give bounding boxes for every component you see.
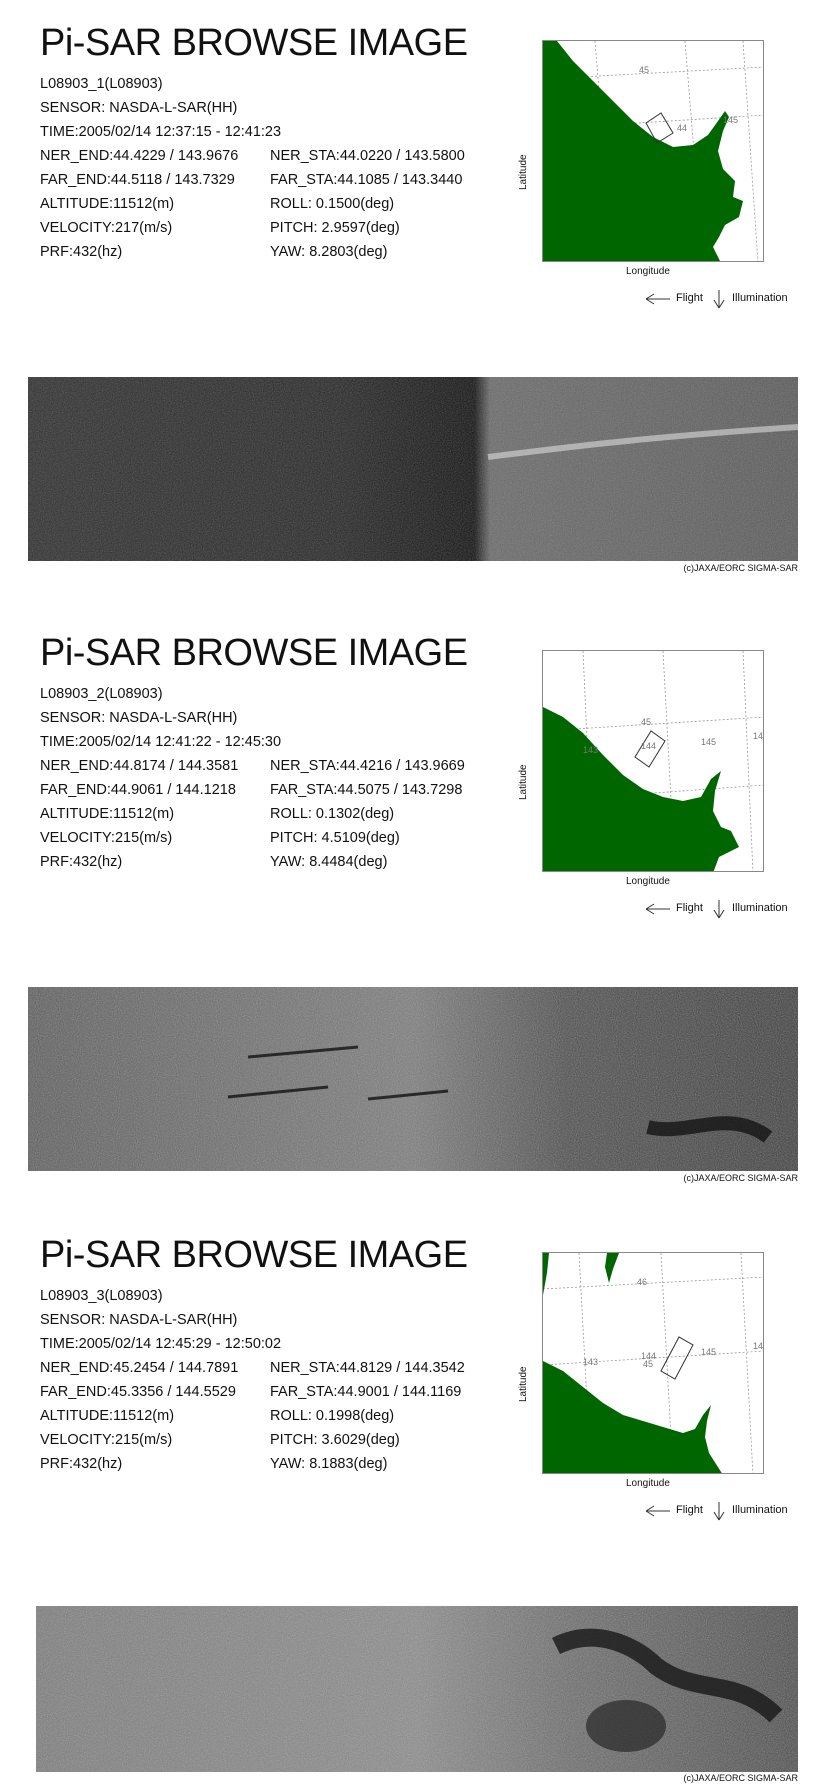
map-frame	[542, 40, 764, 262]
flight-arrow-icon	[644, 903, 672, 915]
altitude: ALTITUDE:11512(m)	[40, 196, 175, 212]
roll: ROLL: 0.1998(deg)	[270, 1408, 395, 1424]
far-end: FAR_END:44.9061 / 144.1218	[40, 782, 236, 798]
flight-legend	[644, 289, 798, 309]
velocity: VELOCITY:215(m/s)	[40, 830, 173, 846]
flight-legend	[644, 1501, 798, 1521]
browse-section-2	[0, 632, 822, 1192]
prf: PRF:432(hz)	[40, 854, 123, 870]
browse-section-1	[0, 22, 822, 582]
yaw: YAW: 8.1883(deg)	[270, 1456, 388, 1472]
illumination-label: Illumination	[732, 902, 788, 914]
altitude: ALTITUDE:11512(m)	[40, 806, 175, 822]
ner-end: NER_END:44.8174 / 144.3581	[40, 758, 239, 774]
ner-sta: NER_STA:44.4216 / 143.9669	[270, 758, 465, 774]
pitch: PITCH: 2.9597(deg)	[270, 220, 400, 236]
velocity: VELOCITY:215(m/s)	[40, 1432, 173, 1448]
flight-label: Flight	[676, 292, 703, 304]
land-mass	[543, 707, 739, 872]
far-end: FAR_END:44.5118 / 143.7329	[40, 172, 235, 188]
latitude-axis-label: Latitude	[518, 1366, 529, 1402]
latitude-axis-label: Latitude	[518, 154, 529, 190]
time-range: TIME:2005/02/14 12:41:22 - 12:45:30	[40, 734, 282, 750]
sensor: SENSOR: NASDA-L-SAR(HH)	[40, 710, 238, 726]
sar-browse-image	[36, 1606, 798, 1772]
sar-browse-image	[28, 377, 798, 561]
map-frame	[542, 650, 764, 872]
illumination-label: Illumination	[732, 292, 788, 304]
map-svg	[543, 651, 764, 872]
sensor: SENSOR: NASDA-L-SAR(HH)	[40, 1312, 238, 1328]
grid-label: 14	[753, 1341, 764, 1351]
yaw: YAW: 8.2803(deg)	[270, 244, 388, 260]
illumination-arrow-icon	[712, 1501, 726, 1521]
illumination-arrow-icon	[712, 899, 726, 919]
copyright-credit: (c)JAXA/EORC SIGMA-SAR	[683, 1773, 798, 1783]
map-svg	[543, 41, 764, 262]
flight-arrow-icon	[644, 1505, 672, 1517]
grid-label: 45	[641, 717, 652, 727]
swath-outline	[661, 1337, 693, 1379]
prf: PRF:432(hz)	[40, 244, 123, 260]
far-end: FAR_END:45.3356 / 144.5529	[40, 1384, 236, 1400]
grid-label: 14	[753, 731, 764, 741]
flight-legend	[644, 899, 798, 919]
scene-id: L08903_2(L08903)	[40, 686, 163, 702]
grid-label: 145	[723, 115, 739, 125]
grid-label: 45	[643, 1359, 654, 1369]
copyright-credit: (c)JAXA/EORC SIGMA-SAR	[683, 563, 798, 573]
page-title: Pi-SAR BROWSE IMAGE	[40, 1234, 468, 1276]
illumination-arrow-icon	[712, 289, 726, 309]
time-range: TIME:2005/02/14 12:37:15 - 12:41:23	[40, 124, 282, 140]
flight-label: Flight	[676, 902, 703, 914]
velocity: VELOCITY:217(m/s)	[40, 220, 173, 236]
grid-label: 145	[701, 737, 717, 747]
yaw: YAW: 8.4484(deg)	[270, 854, 388, 870]
page-title: Pi-SAR BROWSE IMAGE	[40, 22, 468, 64]
location-map	[518, 40, 798, 310]
grid-label: 144	[641, 1351, 657, 1361]
copyright-credit: (c)JAXA/EORC SIGMA-SAR	[683, 1173, 798, 1183]
ner-end: NER_END:44.4229 / 143.9676	[40, 148, 239, 164]
far-sta: FAR_STA:44.5075 / 143.7298	[270, 782, 463, 798]
longitude-axis-label: Longitude	[626, 266, 670, 277]
ner-end: NER_END:45.2454 / 144.7891	[40, 1360, 239, 1376]
pitch: PITCH: 3.6029(deg)	[270, 1432, 400, 1448]
prf: PRF:432(hz)	[40, 1456, 123, 1472]
sar-browse-image	[28, 987, 798, 1171]
sar-strip-svg	[28, 377, 798, 561]
grid-label: 144	[641, 741, 657, 751]
ner-sta: NER_STA:44.8129 / 144.3542	[270, 1360, 465, 1376]
scene-id: L08903_3(L08903)	[40, 1288, 163, 1304]
location-map	[518, 1252, 798, 1522]
grid-label: 145	[701, 1347, 717, 1357]
longitude-axis-label: Longitude	[626, 876, 670, 887]
location-map	[518, 650, 798, 920]
sar-strip-svg	[28, 987, 798, 1171]
grid-label: 143	[583, 745, 599, 755]
land-mass	[543, 1361, 723, 1474]
illumination-label: Illumination	[732, 1504, 788, 1516]
ner-sta: NER_STA:44.0220 / 143.5800	[270, 148, 465, 164]
grid-label: 46	[637, 1277, 648, 1287]
roll: ROLL: 0.1500(deg)	[270, 196, 395, 212]
grid-label: 44	[677, 123, 688, 133]
altitude: ALTITUDE:11512(m)	[40, 1408, 175, 1424]
scene-id: L08903_1(L08903)	[40, 76, 163, 92]
longitude-axis-label: Longitude	[626, 1478, 670, 1489]
browse-section-3	[0, 1234, 822, 1785]
map-svg	[543, 1253, 764, 1474]
land-mass	[605, 1253, 619, 1283]
latitude-axis-label: Latitude	[518, 764, 529, 800]
sensor: SENSOR: NASDA-L-SAR(HH)	[40, 100, 238, 116]
roll: ROLL: 0.1302(deg)	[270, 806, 395, 822]
pitch: PITCH: 4.5109(deg)	[270, 830, 400, 846]
flight-arrow-icon	[644, 293, 672, 305]
map-frame	[542, 1252, 764, 1474]
far-sta: FAR_STA:44.1085 / 143.3440	[270, 172, 463, 188]
grid-label: 45	[639, 65, 650, 75]
page-title: Pi-SAR BROWSE IMAGE	[40, 632, 468, 674]
far-sta: FAR_STA:44.9001 / 144.1169	[270, 1384, 462, 1400]
sar-strip-svg	[36, 1606, 798, 1772]
time-range: TIME:2005/02/14 12:45:29 - 12:50:02	[40, 1336, 282, 1352]
grid-label: 143	[583, 1357, 599, 1367]
flight-label: Flight	[676, 1504, 703, 1516]
